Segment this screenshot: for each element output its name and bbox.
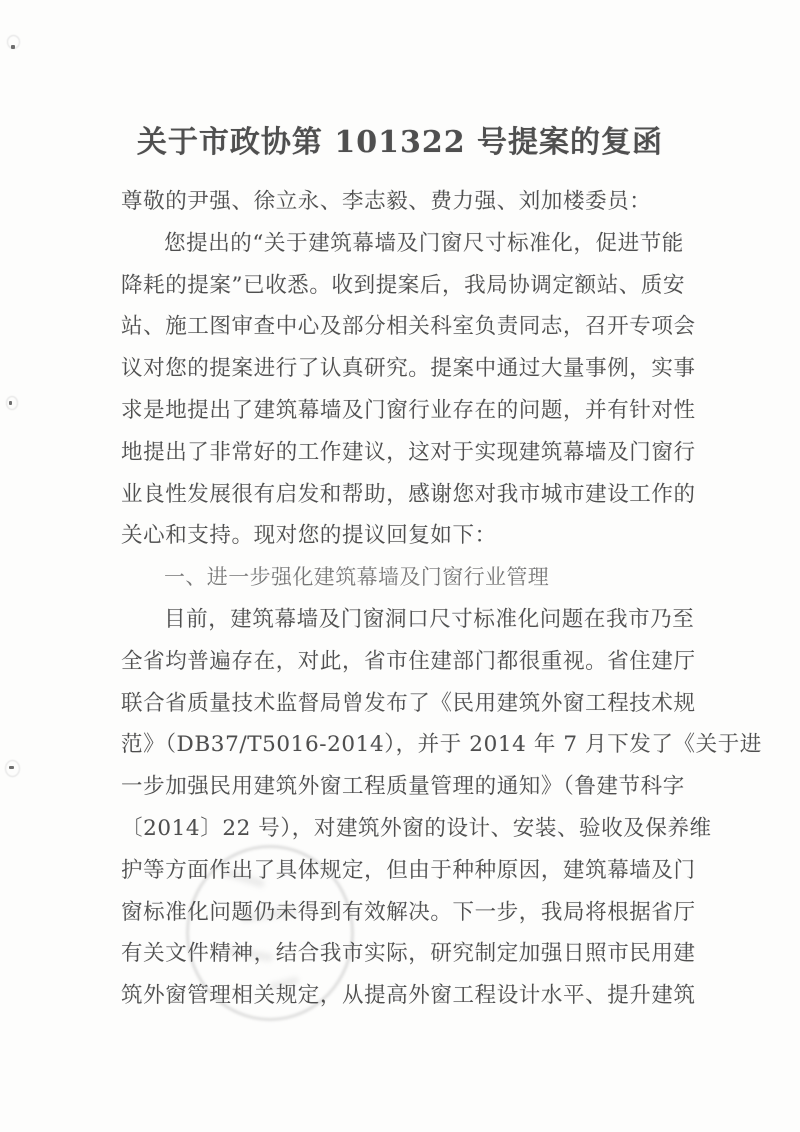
document-body <box>121 181 762 1017</box>
paragraph-line: 全省均普遍存在，对此，省市住建部门都很重视。省住建厅 <box>121 648 696 674</box>
heading-line: 一、进一步强化建筑幕墙及门窗行业管理 <box>164 565 550 590</box>
paragraph-line: 站、施工图审查中心及部分相关科室负责同志，召开专项会 <box>121 314 696 340</box>
paragraph-line: 有关文件精神，结合我市实际，研究制定加强日照市民用建 <box>121 941 696 967</box>
paragraph-line: 议对您的提案进行了认真研究。提案中通过大量事例，实事 <box>121 356 696 382</box>
paragraph-line: 降耗的提案”已收悉。收到提案后，我局协调定额站、质安 <box>121 272 686 298</box>
salutation-line: 尊敬的尹强、徐立永、李志毅、费力强、刘加楼委员： <box>121 189 652 214</box>
paragraph-line: 关心和支持。现对您的提议回复如下： <box>121 523 497 549</box>
paragraph-line: 筑外窗管理相关规定，从提高外窗工程设计水平、提升建筑 <box>121 983 696 1009</box>
scan-speck-dot <box>9 766 14 769</box>
paragraph-line: 窗标准化问题仍未得到有效解决。下一步，我局将根据省厅 <box>121 899 696 925</box>
scan-speck-halo <box>6 396 18 410</box>
paragraph-line: 求是地提出了建筑幕墙及门窗行业存在的问题，并有针对性 <box>121 397 696 423</box>
paragraph-line: 地提出了非常好的工作建议，这对于实现建筑幕墙及门窗行 <box>121 439 696 465</box>
paragraph-line: 您提出的“关于建筑幕墙及门窗尺寸标准化，促进节能 <box>164 230 684 256</box>
paragraph-line: 联合省质量技术监督局曾发布了《民用建筑外窗工程技术规 <box>121 690 696 716</box>
paragraph-line: 护等方面作出了具体规定，但由于种种原因，建筑幕墙及门 <box>121 857 696 883</box>
paragraph-line: 〔2014〕22 号），对建筑外窗的设计、安装、验收及保养维 <box>121 815 712 841</box>
paragraph-line: 业良性发展很有启发和帮助，感谢您对我市城市建设工作的 <box>121 481 696 507</box>
paragraph-line: 一步加强民用建筑外窗工程质量管理的通知》（鲁建节科字 <box>121 774 685 800</box>
paragraph-line: 范》（DB37/T5016-2014），并于 2014 年 7 月下发了《关于进 <box>121 732 762 758</box>
document-title: 关于市政协第 101322 号提案的复函 <box>136 125 664 160</box>
paragraph-line: 目前，建筑幕墙及门窗洞口尺寸标准化问题在我市乃至 <box>164 606 695 632</box>
scan-speck-dot <box>9 401 12 405</box>
scan-speck-dot <box>11 45 15 49</box>
